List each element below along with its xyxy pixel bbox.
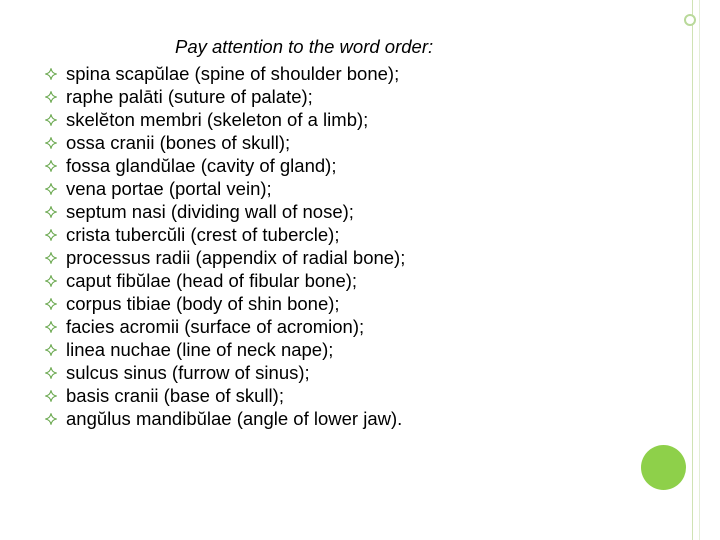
list-item-text: fossa glandŭlae (cavity of gland);	[66, 155, 337, 176]
list-item-text: linea nuchae (line of neck nape);	[66, 339, 334, 360]
list-item-text: ossa cranii (bones of skull);	[66, 132, 291, 153]
list-item-text: caput fibŭlae (head of fibular bone);	[66, 270, 358, 291]
list-item-text: sulcus sinus (furrow of sinus);	[66, 362, 310, 383]
diamond-bullet-icon	[44, 361, 58, 384]
list-item	[44, 384, 405, 407]
diamond-bullet-icon	[44, 407, 58, 430]
diamond-bullet-icon	[44, 108, 58, 131]
diamond-bullet-icon	[44, 85, 58, 108]
list-item-text: vena portae (portal vein);	[66, 178, 272, 199]
list-item	[44, 177, 405, 200]
diamond-bullet-icon	[44, 223, 58, 246]
diamond-bullet-icon	[44, 269, 58, 292]
list-item-text: septum nasi (dividing wall of nose);	[66, 201, 354, 222]
diamond-bullet-icon	[44, 384, 58, 407]
list-item	[44, 338, 405, 361]
diamond-bullet-icon	[44, 200, 58, 223]
circle-outline-icon	[684, 14, 696, 26]
list-item	[44, 269, 405, 292]
diamond-bullet-icon	[44, 131, 58, 154]
list-item-text: processus radii (appendix of radial bone);	[66, 247, 406, 268]
list-item	[44, 85, 405, 108]
list-item-text: basis cranii (base of skull);	[66, 385, 284, 406]
list-item-text: angŭlus mandibŭlae (angle of lower jaw).	[66, 408, 403, 429]
list-item-text: crista tubercŭli (crest of tubercle);	[66, 224, 340, 245]
slide-title: Pay attention to the word order:	[175, 36, 434, 57]
decorative-vertical-line	[692, 0, 693, 540]
list-item	[44, 361, 405, 384]
diamond-bullet-icon	[44, 62, 58, 85]
diamond-bullet-icon	[44, 292, 58, 315]
green-circle-icon	[641, 445, 686, 490]
diamond-bullet-icon	[44, 154, 58, 177]
list-item	[44, 200, 405, 223]
list-item	[44, 154, 405, 177]
bullet-list	[44, 62, 405, 430]
list-item	[44, 223, 405, 246]
list-item	[44, 131, 405, 154]
diamond-bullet-icon	[44, 315, 58, 338]
list-item-text: raphe palāti (suture of palate);	[66, 86, 313, 107]
decorative-vertical-line-secondary	[699, 0, 700, 540]
list-item	[44, 315, 405, 338]
list-item-text: skelĕton membri (skeleton of a limb);	[66, 109, 369, 130]
diamond-bullet-icon	[44, 177, 58, 200]
diamond-bullet-icon	[44, 246, 58, 269]
list-item-text: facies acromii (surface of acromion);	[66, 316, 365, 337]
list-item-text: corpus tibiae (body of shin bone);	[66, 293, 340, 314]
list-item	[44, 407, 405, 430]
diamond-bullet-icon	[44, 338, 58, 361]
list-item	[44, 292, 405, 315]
list-item	[44, 246, 405, 269]
list-item-text: spina scapŭlae (spine of shoulder bone);	[66, 63, 400, 84]
list-item	[44, 62, 405, 85]
list-item	[44, 108, 405, 131]
